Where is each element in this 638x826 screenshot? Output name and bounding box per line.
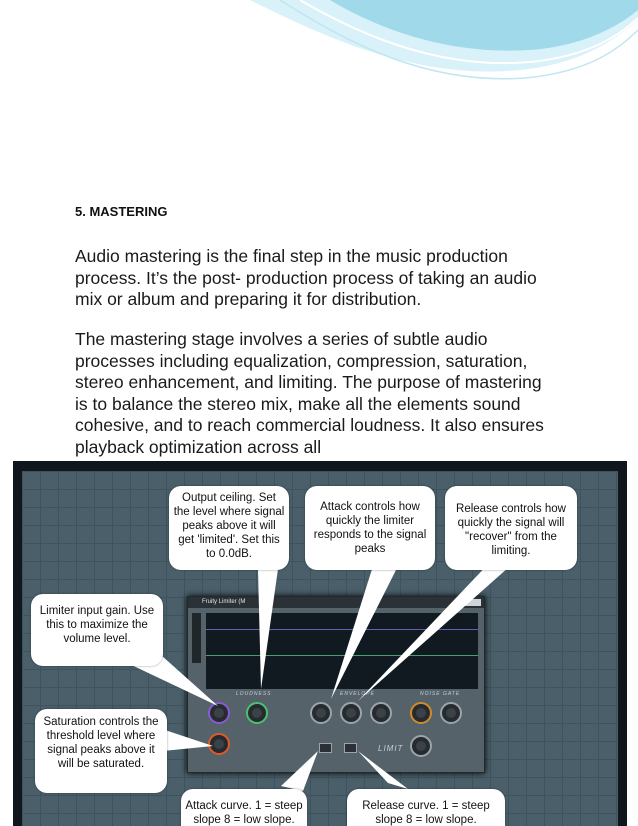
limiter-screenshot <box>13 461 627 826</box>
callout-release-curve: Release curve. 1 = steep slope 8 = low slope. <box>347 789 505 826</box>
callout-attack-curve: Attack curve. 1 = steep slope 8 = low slope. <box>181 789 307 826</box>
limit-indicator: LIMIT <box>378 744 404 753</box>
section-envelope-label: ENVELOPE <box>340 691 375 697</box>
callout-output-ceiling: Output ceiling. Set the level where signal peaks above it will get 'limited'. Set this to 0.0dB. <box>169 486 289 570</box>
callout-release: Release controls how quickly the signal will "recover" from the limiting. <box>445 486 577 570</box>
plugin-title-bar: Fruity Limiter (M <box>188 597 484 608</box>
mastering-stage-paragraph: The mastering stage involves a series of subtle audio processes including equalization, compression, saturation, stereo enhancement, and limiting. The purpose of mastering is to balance the stereo mix, make all the elements sound cohesive, and to reach commercial loudness. It also ensures playback optimization across all <box>75 329 544 457</box>
callout-input-gain: Limiter input gain. Use this to maximize the volume level. <box>31 594 163 666</box>
decorative-wave-header <box>0 0 638 140</box>
callout-attack: Attack controls how quickly the limiter responds to the signal peaks <box>305 486 435 570</box>
intro-paragraph: Audio mastering is the final step in the music production process. It’s the post- production process of taking an audio mix or album and preparing it for distribution. <box>75 246 537 309</box>
callout-saturation: Saturation controls the threshold level where signal peaks above it will be saturated. <box>35 709 167 793</box>
section-loudness-label: LOUDNESS <box>236 691 272 697</box>
section-heading: 5. MASTERING <box>75 204 168 219</box>
section-noise-gate-label: NOISE GATE <box>420 691 461 697</box>
